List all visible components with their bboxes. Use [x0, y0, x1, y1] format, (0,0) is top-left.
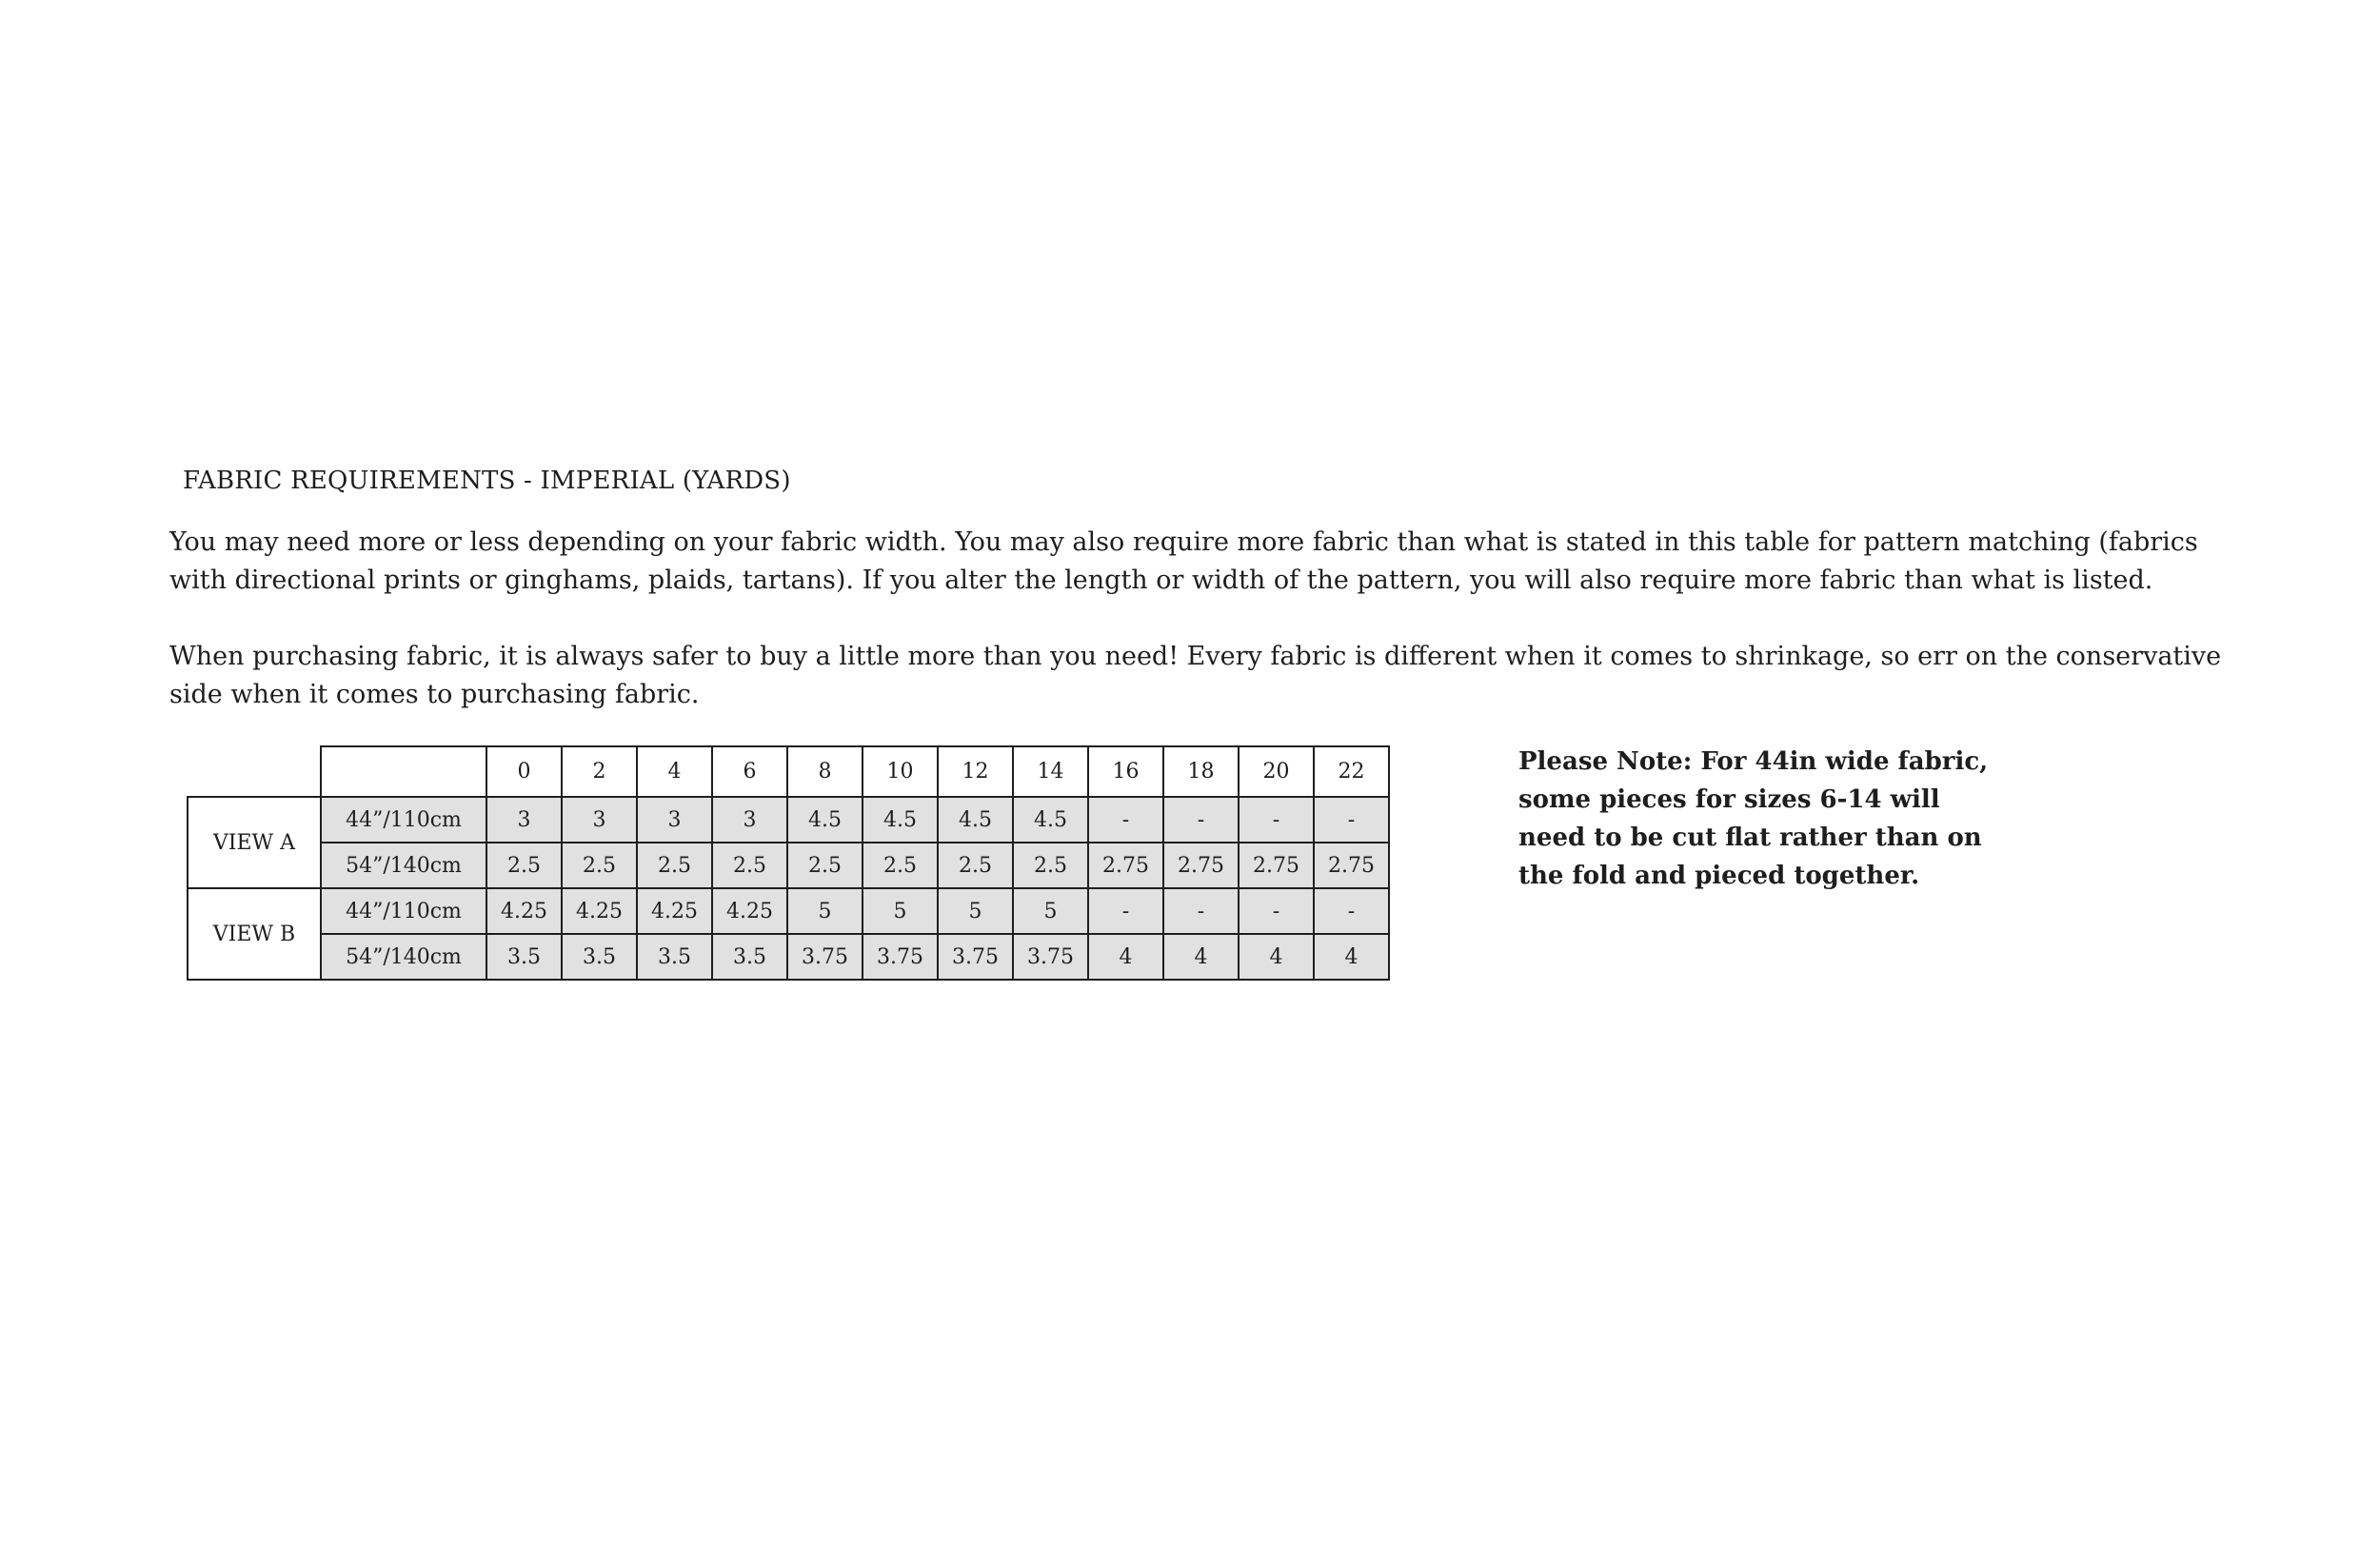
- size-header-cell: 22: [1314, 746, 1389, 797]
- fabric-width-label: 44”/110cm: [321, 888, 486, 934]
- fabric-width-label: 44”/110cm: [321, 797, 486, 843]
- table-cell: -: [1163, 797, 1239, 843]
- table-row: [188, 797, 1389, 843]
- table-cell: 2.5: [486, 843, 562, 888]
- table-cell: 3: [562, 797, 637, 843]
- table-cell: 3.75: [863, 934, 938, 980]
- table-cell: 2.5: [637, 843, 712, 888]
- table-cell: 2.5: [863, 843, 938, 888]
- table-cell: 3.5: [562, 934, 637, 980]
- table-cell: -: [1163, 888, 1239, 934]
- size-header-cell: 20: [1239, 746, 1314, 797]
- table-cell: 5: [863, 888, 938, 934]
- empty-header-cell: [321, 746, 486, 797]
- size-header-cell: 18: [1163, 746, 1239, 797]
- table-cell: 2.5: [787, 843, 863, 888]
- table-cell: 4.5: [938, 797, 1013, 843]
- size-header-cell: 2: [562, 746, 637, 797]
- table-cell: 3.75: [787, 934, 863, 980]
- table-cell: 2.5: [1013, 843, 1088, 888]
- size-header-cell: 12: [938, 746, 1013, 797]
- empty-corner-cell: [188, 746, 321, 797]
- table-cell: 5: [938, 888, 1013, 934]
- table-cell: -: [1239, 797, 1314, 843]
- table-cell: -: [1088, 888, 1163, 934]
- intro-paragraph: You may need more or less depending on your fabric width. You may also require more fabric than what is stated in this table for pattern matching (fabrics with directional prints or ginghams, plaids, tartans). If you alter the length or width of the pattern, you will also require more fabric than what is listed.: [169, 527, 2198, 595]
- size-header-cell: 16: [1088, 746, 1163, 797]
- table-cell: 3.75: [1013, 934, 1088, 980]
- table-row: [188, 888, 1389, 934]
- table-cell: -: [1314, 797, 1389, 843]
- table-cell: 4.25: [712, 888, 787, 934]
- table-cell: 3: [486, 797, 562, 843]
- table-cell: -: [1314, 888, 1389, 934]
- fabric-width-label: 54”/140cm: [321, 843, 486, 888]
- table-cell: 2.5: [562, 843, 637, 888]
- table-cell: 4: [1314, 934, 1389, 980]
- table-cell: 4.25: [637, 888, 712, 934]
- table-cell: 2.75: [1163, 843, 1239, 888]
- size-header-cell: 6: [712, 746, 787, 797]
- size-header-cell: 8: [787, 746, 863, 797]
- table-cell: 2.5: [712, 843, 787, 888]
- size-header-cell: 14: [1013, 746, 1088, 797]
- table-cell: 4.25: [486, 888, 562, 934]
- table-cell: 3.75: [938, 934, 1013, 980]
- please-note-text: Please Note: For 44in wide fabric, some pieces for sizes 6-14 will need to be cut flat rather than on the fold and pieced together.: [1518, 747, 1989, 890]
- table-row: [188, 934, 1389, 980]
- fabric-width-label: 54”/140cm: [321, 934, 486, 980]
- table-cell: 4.25: [562, 888, 637, 934]
- table-cell: 5: [787, 888, 863, 934]
- table-cell: 2.75: [1088, 843, 1163, 888]
- page-title: FABRIC REQUIREMENTS - IMPERIAL (YARDS): [183, 466, 791, 495]
- table-cell: 4: [1088, 934, 1163, 980]
- size-header-row: [188, 746, 1389, 797]
- size-header-cell: 4: [637, 746, 712, 797]
- table-cell: 2.5: [938, 843, 1013, 888]
- table-cell: 4.5: [863, 797, 938, 843]
- view-b-label: VIEW B: [188, 888, 321, 980]
- table-cell: -: [1088, 797, 1163, 843]
- table-cell: 4.5: [1013, 797, 1088, 843]
- table-cell: -: [1239, 888, 1314, 934]
- view-a-label: VIEW A: [188, 797, 321, 888]
- table-cell: 5: [1013, 888, 1088, 934]
- purchasing-paragraph: When purchasing fabric, it is always safer to buy a little more than you need! Every fabric is different when it comes to shrinkage, so err on the conservative side when it comes to purchasing fabric.: [169, 642, 2222, 709]
- table-cell: 3: [637, 797, 712, 843]
- size-header-cell: 0: [486, 746, 562, 797]
- table-cell: 4: [1163, 934, 1239, 980]
- table-cell: 4.5: [787, 797, 863, 843]
- table-cell: 4: [1239, 934, 1314, 980]
- table-cell: 3.5: [486, 934, 562, 980]
- table-cell: 3: [712, 797, 787, 843]
- table-cell: 2.75: [1314, 843, 1389, 888]
- table-row: [188, 843, 1389, 888]
- fabric-requirements-table: [187, 745, 1390, 981]
- size-header-cell: 10: [863, 746, 938, 797]
- table-cell: 2.75: [1239, 843, 1314, 888]
- table-cell: 3.5: [712, 934, 787, 980]
- table-cell: 3.5: [637, 934, 712, 980]
